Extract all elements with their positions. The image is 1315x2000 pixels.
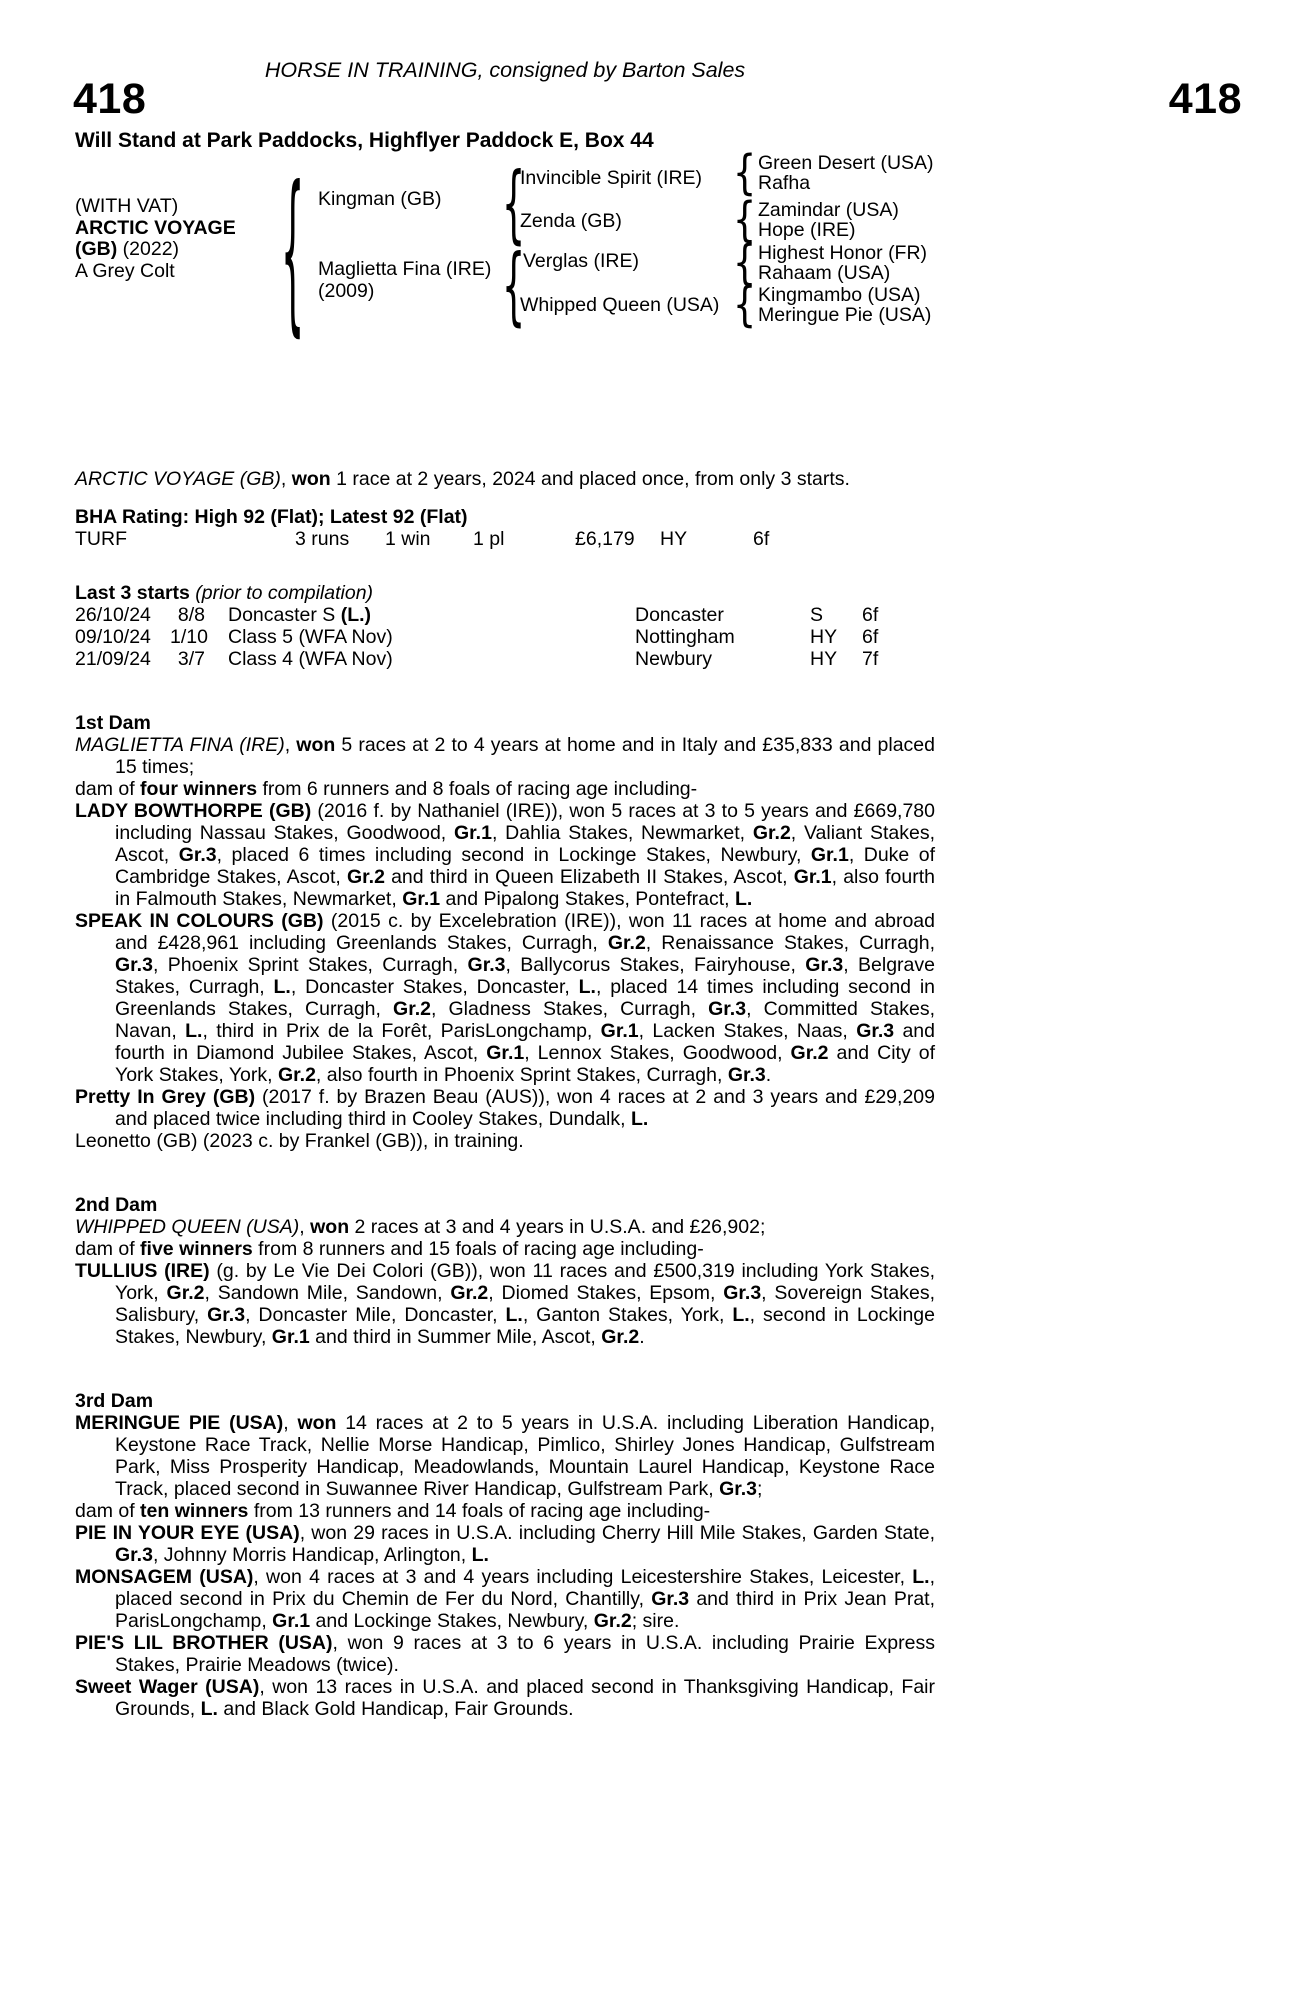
course-name: Newbury xyxy=(635,648,712,670)
catalogue-body xyxy=(75,468,935,1720)
offspring-entry: MONSAGEM (USA), won 4 races at 3 and 4 years including Leicestershire Stakes, Leicester, L., placed second in Prix du Chemin de Fer du Nord, Chantilly, Gr.3 and third in Prix Jean Prat, ParisLongchamp, Gr.1 and Lockinge Stakes, Newbury, Gr.2; sire. xyxy=(75,1566,935,1632)
offspring-entry: Leonetto (GB) (2023 c. by Frankel (GB)), in training. xyxy=(75,1130,524,1152)
sire-dam-name: Zenda (GB) xyxy=(520,210,622,232)
race-record-row xyxy=(75,528,935,550)
great-grandparents-pair-3 xyxy=(758,243,927,283)
going-abbrev: HY xyxy=(810,626,838,648)
going-abbrev: HY xyxy=(810,648,838,670)
race-name: Class 5 (WFA Nov) xyxy=(228,626,393,648)
offspring-entry: PIE'S LIL BROTHER (USA), won 9 races at 3 to 6 years in U.S.A. including Prairie Express Stakes, Prairie Meadows (twice). xyxy=(75,1632,935,1676)
dam-summary: WHIPPED QUEEN (USA), won 2 races at 3 and 4 years in U.S.A. and £26,902; xyxy=(75,1216,766,1238)
section-heading-1st-dam: 1st Dam xyxy=(75,712,151,734)
start-date: 26/10/24 xyxy=(75,604,151,626)
race-summary-line: ARCTIC VOYAGE (GB), won 1 race at 2 years, 2024 and placed once, from only 3 starts. xyxy=(75,468,850,490)
dam-produce-summary: dam of ten winners from 13 runners and 14 foals of racing age including- xyxy=(75,1500,711,1522)
last-starts-note: (prior to compilation) xyxy=(189,582,374,604)
offspring-entry: Pretty In Grey (GB) (2017 f. by Brazen Beau (AUS)), won 4 races at 2 and 3 years and £29,209 and placed twice including third in Cooley Stakes, Dundalk, L. xyxy=(75,1086,935,1130)
going-abbrev: S xyxy=(810,604,824,626)
distance: 6f xyxy=(862,604,879,626)
dam-summary: MAGLIETTA FINA (IRE), won 5 races at 2 to 4 years at home and in Italy and £35,833 and placed 15 times; xyxy=(75,734,935,778)
dam-name-block xyxy=(318,258,491,302)
dam-summary: MERINGUE PIE (USA), won 14 races at 2 to 5 years in U.S.A. including Liberation Handicap, Keystone Race Track, Nellie Morse Handicap, Pimlico, Shirley Jones Handicap, Gulfstream Park, Miss Prosperity Handicap, Meadowlands, Mountain Laurel Handicap, Keystone Race Track, placed second in Suwannee River Handicap, Gulfstream Park, Gr.3; xyxy=(75,1412,935,1500)
offspring-entry: TULLIUS (IRE) (g. by Le Vie Dei Colori (GB)), won 11 races and £500,319 including York Stakes, York, Gr.2, Sandown Mile, Sandown, Gr.2, Diomed Stakes, Epsom, Gr.3, Sovereign Stakes, Salisbury, Gr.3, Doncaster Mile, Doncaster, L., Ganton Stakes, York, L., second in Lockinge Stakes, Newbury, Gr.1 and third in Summer Mile, Ascot, Gr.2. xyxy=(75,1260,936,1348)
last-starts-title: Last 3 starts xyxy=(75,582,190,604)
finish-position: 1/10 xyxy=(170,626,208,648)
dam-year: (2009) xyxy=(318,280,375,302)
sire-name: Kingman (GB) xyxy=(318,188,442,210)
race-name: Doncaster S (L.) xyxy=(228,604,372,626)
consignment-title: HORSE IN TRAINING, consigned by Barton Sales xyxy=(264,58,746,82)
pedigree-chart xyxy=(75,144,1245,375)
ggp-name: Highest Honor (FR) xyxy=(758,242,928,264)
horse-suffix-year: (GB) (2022) xyxy=(75,238,180,260)
distance: 7f xyxy=(862,648,879,670)
ggp-name: Hope (IRE) xyxy=(758,219,856,241)
great-grandparents-pair-2 xyxy=(758,200,899,240)
last-start-row xyxy=(75,604,935,626)
course-name: Nottingham xyxy=(635,626,735,648)
ggp-name: Zamindar (USA) xyxy=(758,199,899,221)
vat-note: (WITH VAT) xyxy=(75,195,179,217)
section-heading-3rd-dam: 3rd Dam xyxy=(75,1390,154,1412)
distance: 6f xyxy=(862,626,879,648)
pedigree-brace-gg2: { xyxy=(732,191,757,247)
bha-rating-line: BHA Rating: High 92 (Flat); Latest 92 (Flat) xyxy=(75,506,468,528)
course-name: Doncaster xyxy=(635,604,724,626)
stand-location-line: Will Stand at Park Paddocks, Highflyer Paddock E, Box 44 xyxy=(75,129,654,152)
great-grandparents-pair-4 xyxy=(758,285,931,325)
dam-produce-summary: dam of five winners from 8 runners and 15 foals of racing age including- xyxy=(75,1238,704,1260)
sire-sire-name: Invincible Spirit (IRE) xyxy=(520,167,703,189)
going-abbrev: HY xyxy=(660,528,688,550)
offspring-entry: SPEAK IN COLOURS (GB) (2015 c. by Excelebration (IRE)), won 11 races at home and abroad and £428,961 including Greenlands Stakes, Curragh, Gr.2, Renaissance Stakes, Curragh, Gr.3, Phoenix Sprint Stakes, Curragh, Gr.3, Ballycorus Stakes, Fairyhouse, Gr.3, Belgrave Stakes, Curragh, L., Doncaster Stakes, Doncaster, L., placed 14 times including second in Greenlands Stakes, Curragh, Gr.2, Gladness Stakes, Curragh, Gr.3, Committed Stakes, Navan, L., third in Prix de la Forêt, ParisLongchamp, Gr.1, Lacken Stakes, Naas, Gr.3 and fourth in Diamond Jubilee Stakes, Ascot, Gr.1, Lennox Stakes, Goodwood, Gr.2 and City of York Stakes, York, Gr.2, also fourth in Phoenix Sprint Stakes, Curragh, Gr.3. xyxy=(75,910,935,1086)
ggp-name: Rahaam (USA) xyxy=(758,262,891,284)
distance: 6f xyxy=(753,528,770,550)
offspring-entry: Sweet Wager (USA), won 13 races in U.S.A. and placed second in Thanksgiving Handicap, Fair Grounds, L. and Black Gold Handicap, Fair Grounds. xyxy=(75,1676,935,1720)
horse-name: ARCTIC VOYAGE xyxy=(75,216,236,239)
pedigree-brace-dam: { xyxy=(501,235,526,335)
last-start-row xyxy=(75,626,935,648)
wins-count: 1 win xyxy=(385,528,431,550)
runs-count: 3 runs xyxy=(295,528,350,550)
lot-number-left: 418 xyxy=(73,75,147,123)
pedigree-brace-main: { xyxy=(280,147,305,353)
horse-description: A Grey Colt xyxy=(75,259,175,282)
earnings: £6,179 xyxy=(575,528,635,550)
offspring-entry: LADY BOWTHORPE (GB) (2016 f. by Nathaniel (IRE)), won 5 races at 3 to 5 years and £669,780 including Nassau Stakes, Goodwood, Gr.1, Dahlia Stakes, Newmarket, Gr.2, Valiant Stakes, Ascot, Gr.3, placed 6 times including second in Lockinge Stakes, Newbury, Gr.1, Duke of Cambridge Stakes, Ascot, Gr.2 and third in Queen Elizabeth II Stakes, Ascot, Gr.1, also fourth in Falmouth Stakes, Newmarket, Gr.1 and Pipalong Stakes, Pontefract, L. xyxy=(75,800,936,910)
ggp-name: Meringue Pie (USA) xyxy=(758,304,932,326)
places-count: 1 pl xyxy=(473,528,505,550)
finish-position: 3/7 xyxy=(177,648,205,670)
horse-details-block xyxy=(75,196,236,282)
ggp-name: Rafha xyxy=(758,172,811,194)
last-starts-heading xyxy=(75,582,935,604)
dam-dam-name: Whipped Queen (USA) xyxy=(520,294,720,316)
start-date: 09/10/24 xyxy=(75,626,151,648)
great-grandparents-pair-1 xyxy=(758,153,934,193)
ggp-name: Kingmambo (USA) xyxy=(758,284,921,306)
ggp-name: Green Desert (USA) xyxy=(758,152,934,174)
race-name: Class 4 (WFA Nov) xyxy=(228,648,393,670)
dam-sire-name: Verglas (IRE) xyxy=(523,250,639,272)
finish-position: 8/8 xyxy=(177,604,205,626)
last-start-row xyxy=(75,648,935,670)
pedigree-brace-gg3: { xyxy=(732,234,757,290)
lot-number-right: 418 xyxy=(1168,75,1242,123)
pedigree-brace-gg1: { xyxy=(732,144,757,200)
section-heading-2nd-dam: 2nd Dam xyxy=(75,1194,158,1216)
surface-label: TURF xyxy=(75,528,127,550)
dam-produce-summary: dam of four winners from 6 runners and 8 foals of racing age including- xyxy=(75,778,698,800)
start-date: 21/09/24 xyxy=(75,648,151,670)
offspring-entry: PIE IN YOUR EYE (USA), won 29 races in U.S.A. including Cherry Hill Mile Stakes, Garden State, Gr.3, Johnny Morris Handicap, Arlington, L. xyxy=(75,1522,936,1566)
dam-name: Maglietta Fina (IRE) xyxy=(318,258,492,280)
pedigree-brace-gg4: { xyxy=(732,276,757,332)
pedigree-brace-sire: { xyxy=(501,153,526,253)
